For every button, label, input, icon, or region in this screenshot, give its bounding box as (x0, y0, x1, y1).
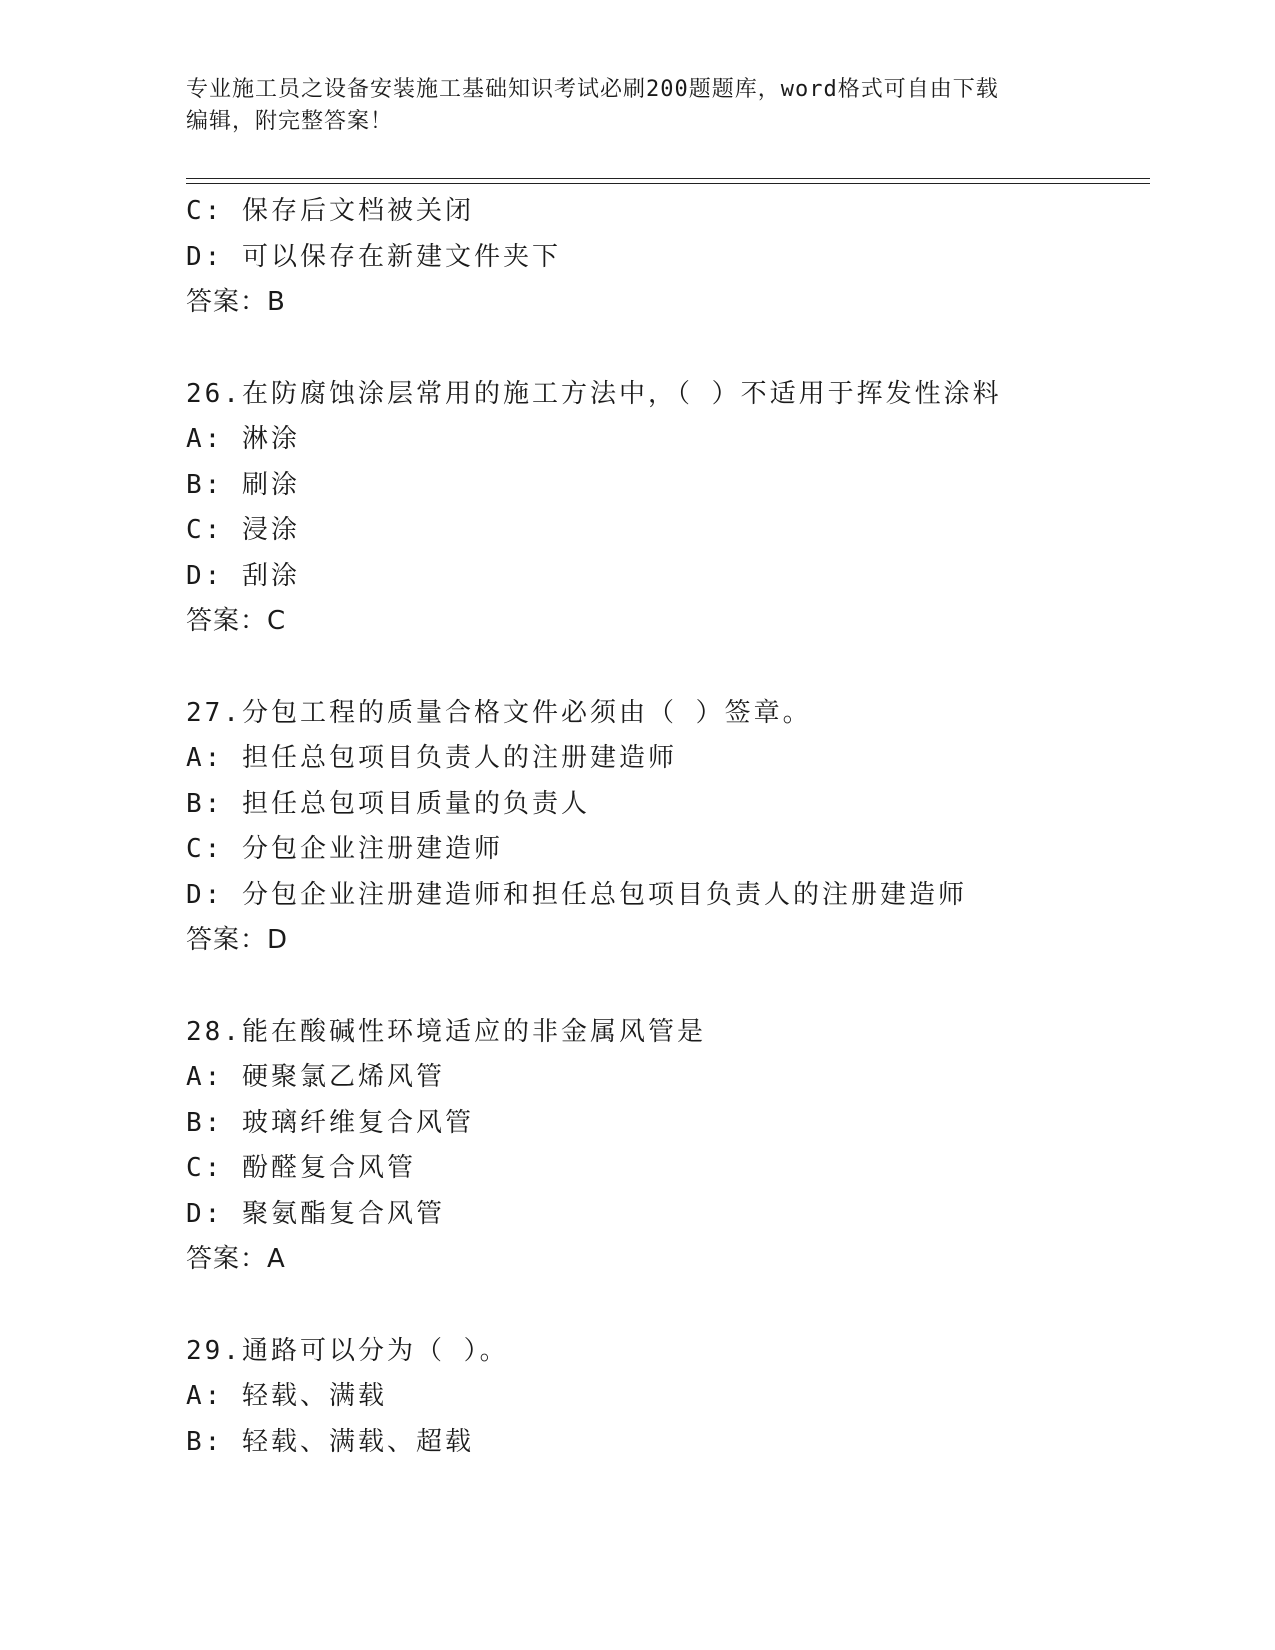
option-c: C: 分包企业注册建造师 (186, 834, 503, 864)
header-divider-top (186, 178, 1150, 179)
question-list (186, 189, 1150, 1465)
question-block (186, 372, 1150, 645)
option-a: A: 淋涂 (186, 424, 300, 454)
option-c: C: 酚醛复合风管 (186, 1153, 416, 1183)
answer-line: 答案：D (186, 925, 289, 955)
option-b: B: 刷涂 (186, 469, 300, 500)
option-d: D: 分包企业注册建造师和担任总包项目负责人的注册建造师 (186, 879, 967, 910)
question-stem: 27.分包工程的质量合格文件必须由（ ）签章。 (186, 697, 812, 728)
question-stem: 26.在防腐蚀涂层常用的施工方法中，（ ）不适用于挥发性涂料 (186, 378, 1002, 409)
option-b: B: 担任总包项目质量的负责人 (186, 788, 590, 819)
option-a: A: 轻载、满载 (186, 1381, 387, 1411)
question-stem: 28.能在酸碱性环境适应的非金属风管是 (186, 1016, 706, 1047)
option-d: D: 聚氨酯复合风管 (186, 1198, 445, 1229)
option-a: A: 硬聚氯乙烯风管 (186, 1062, 445, 1092)
question-block (186, 189, 1150, 326)
spacer (186, 1283, 1150, 1329)
option-c: C: 保存后文档被关闭 (186, 196, 474, 226)
question-block (186, 1010, 1150, 1283)
option-d: D: 刮涂 (186, 560, 300, 591)
answer-line: 答案：B (186, 287, 286, 317)
answer-line: 答案：C (186, 606, 287, 636)
spacer (186, 645, 1150, 691)
option-a: A: 担任总包项目负责人的注册建造师 (186, 743, 677, 773)
question-block (186, 1329, 1150, 1466)
option-b: B: 轻载、满载、超载 (186, 1426, 474, 1457)
spacer (186, 964, 1150, 1010)
header-line-1: 专业施工员之设备安装施工基础知识考试必刷200题题库，word格式可自由下载 (186, 77, 999, 102)
answer-line: 答案：A (186, 1244, 286, 1274)
header-divider-bottom (186, 183, 1150, 184)
header-line-2: 编辑，附完整答案！ (186, 109, 394, 134)
option-b: B: 玻璃纤维复合风管 (186, 1107, 474, 1138)
option-d: D: 可以保存在新建文件夹下 (186, 241, 561, 272)
document-header (186, 74, 1066, 138)
question-block (186, 691, 1150, 964)
spacer (186, 326, 1150, 372)
option-c: C: 浸涂 (186, 515, 300, 545)
question-stem: 29.通路可以分为（ ）。 (186, 1335, 509, 1366)
